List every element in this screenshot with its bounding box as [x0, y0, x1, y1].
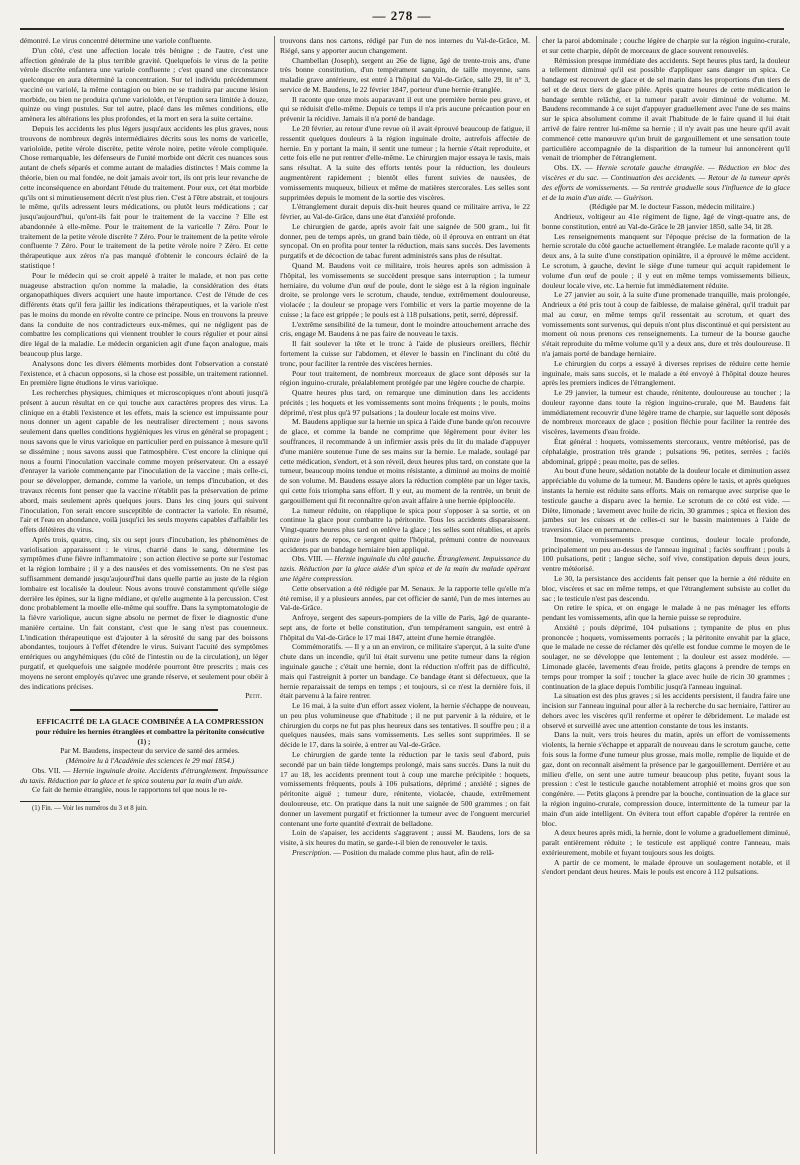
observation-label: Obs. VII. —: [32, 765, 73, 775]
article-subtitle: pour réduire les hernies étranglées et combattre la péritonite consécutive (1) ;: [35, 727, 265, 746]
footnote-rule: [20, 801, 100, 802]
paragraph: Depuis les accidents les plus légers jusqu'aux accidents les plus graves, nous trouvons de nombreux degrés intermédiaires décrits sous les noms de varicelle, varioloïde, petite vérole discrète, petite vérole noire, petite vérole compliquée. Chose remarquable, les défenseurs de l'unité morbide ont décrit ces nuances sous autant de chefs séparés et comme autant de maladies distinctes ! Mais comme la théorie, bien ou mal fondée, ne doit jamais avoir tort, ils ont pris leur revanche de cette inconséquence en abordant l'étude du traitement. Pour eux, cet état morbide qu'ils ont si minutieusement décrit n'est plus rien. C'est à l'être abstrait, et toujours le même, qu'ils adressent leurs médications, ou plutôt leurs médications ; car jusqu'aujourd'hui, qu'ont-ils fait pour le traitement de la vaccine ? Elle est abandonnée à elle-même. Pour le traitement de la varicelle ? Zéro. Pour le traitement de la petite vérole discrète ? Zéro. Pour le traitement de la petite vérole confluente ? Zéro. Pour le traitement de la petite vérole noire ? Zéro. Et cette thérapeutique aux zéros n'a pas manqué d'obtenir le concours éclairé de la statistique !: [20, 124, 268, 270]
article-separator: [70, 709, 218, 711]
prescription-label: Prescription.: [292, 847, 332, 857]
paragraph: Le 30, la persistance des accidents fait penser que la hernie a été réduite en bloc, viscères et sac en même temps, et que l'étranglement subsiste au collet du sac ; le testicule n'est pas descendu.: [542, 573, 790, 603]
observation-title: Hernie scrotale gauche étranglée. — Réduction en bloc des viscères et du sac. — Continuation des accidents. — Retour de la tumeur après des efforts de vomissements. — Sa rentrée graduelle sous l'influence de la glace et de la main d'un aide. — Guérison.: [542, 163, 790, 202]
paragraph: État général : hoquets, vomissements stercoraux, ventre météorisé, pas de céphalalgie, prostration très grande ; pulsations 96, petites, serrées ; faciès abdominal, grippé ; peau moite, pas de selles.: [542, 437, 790, 466]
column-left: [20, 36, 268, 1154]
prescription-paragraph: [280, 848, 530, 858]
paragraph: Le chirurgien de garde tente la réduction par le taxis seul d'abord, puis secondé par un bain tiède longtemps prolongé, mais sans succès. Dans la nuit du 17 au 18, les accidents prennent tout à coup une marche précipitée : hoquets, vomissements fréquents, pouls à 106 pulsations, déprimé ; anxiété ; signes de péritonite aiguë ; tumeur dure, rénitente, violacée, chaude, extrêmement douloureuse, etc. On pratique dans la nuit une saignée de 500 grammes ; on fait donner un lavement purgatif et frictionner la tumeur avec de l'onguent mercuriel contenant une forte quantité d'extrait de belladone.: [280, 750, 530, 828]
paragraph: Loin de s'apaiser, les accidents s'aggravent ; aussi M. Baudens, lors de sa visite, à six heures du matin, se garde-t-il bien de renouveler le taxis.: [280, 828, 530, 848]
paragraph: Insomnie, vomissements presque continus, douleur locale profonde, principalement un peu au-dessus de l'anneau inguinal ; faciès souffrant ; pouls à 100 pulsations, petit ; langue sèche, soif vive, constipation depuis deux jours, ventre météorisé.: [542, 534, 790, 574]
paragraph: A partir de ce moment, le malade éprouve un soulagement notable, et il s'endort pendant deux heures. Mais le pouls est encore à 112 pulsations.: [542, 857, 790, 877]
paragraph: M. Baudens applique sur la hernie un spica à l'aide d'une bande qu'on recouvre de glace, et comme la bande ne comprime que légèrement pour éviter les souffrances, il recommande à un infirmier assis près du lit du malade d'appuyer d'une manière soutenue l'une de ses mains sur la hernie. Le malade, soulagé par cette médication, s'endort, et à son réveil, deux heures plus tard, on constate que la tumeur, beaucoup moins tendue et moins résistante, a diminué au moins de moitié de son volume. M. Baudens essaye alors la réduction complète par un léger taxis, qui cette fois triompha sans effort. Il y eut, au moment de la rentrée, un bruit de gargouillement qui fit reconnaître qu'on avait affaire à une hernie épiploocèle.: [280, 417, 530, 505]
paragraph: La tumeur réduite, on réapplique le spica pour s'opposer à sa sortie, et on continue la glace pour combattre la péritonite. Tous les accidents disparaissent. Vingt-quatre heures plus tard on enlève la glace ; les selles sont rétablies, et après quinze jours de repos, ce sergent quitte l'hôpital, prémuni contre de nouveaux accidents par un bandage herniaire bien appliqué.: [280, 505, 530, 554]
paragraph: Après trois, quatre, cinq, six ou sept jours d'incubation, les phénomènes de variolisation apparaissent : le virus, charrié dans le sang, détermine les symptômes d'une fièvre inflammatoire ; son action élective se porte sur l'estomac et la région lombaire ; il y a des nausées et des vomissements. On ne s'est pas suffisamment demandé jusqu'aujourd'hui dans quelle partie au juste de la région lombaire est localisée la douleur. Nous avons trouvé constamment qu'elle siège derrière les épines, sur la ligne médiane, et qu'elle augmente à la percussion. C'est donc probablement la moelle elle-même qui souffre. Dans la symptomatologie de la fièvre variolique, aucun signe absolu ne permet de fixer le diagnostic d'une manière certaine. Un fait constant, c'est que le sang n'est pas couenneux. L'indication thérapeutique est d'ajouter à la sérosité du sang par des boissons abondantes, toujours à l'effet d'étendre le virus. Suivant l'acuité des symptômes entériques ou angyhémiques (du côté de l'intestin ou de la circulation), un léger purgatif, et quelquefois une saignée modérée pourront être prescrits ; mais ces moyens ne seront employés qu'avec une grande réserve, et seulement pour obéir à des indications précises.: [20, 534, 268, 691]
article-author: Par M. Baudens, inspecteur du service de santé des armées.: [60, 746, 240, 756]
prescription-text: — Position du malade comme plus haut, afin de relâ-: [331, 847, 495, 857]
paragraph: trouvons dans nos cartons, rédigé par l'un de nos internes du Val-de-Grâce, M. Riégé, sans y apporter aucun changement.: [280, 36, 530, 55]
page-number: — 278 —: [372, 8, 432, 23]
paragraph: Le 29 janvier, la tumeur est chaude, rénitente, douloureuse au toucher ; la douleur rayonne dans toute la région inguino-crurale, que M. Baudens fait immédiatement recouvrir d'une légère trame de charpie, sur laquelle sont déposés de nombreux morceaux de glace ; position fléchie pour faciliter la rentrée des viscères, lavements d'eau froide.: [542, 388, 790, 437]
observation-note: (Rédigée par M. le docteur Fasson, médecin militaire.): [589, 202, 755, 212]
paragraph: Anfroye, sergent des sapeurs-pompiers de la ville de Paris, âgé de quarante-sept ans, de forte et belle constitution, d'un tempérament sanguin, est entré à l'hôpital du Val-de-Grâce le 17 mai 1847, atteint d'une hernie étranglée.: [280, 613, 530, 642]
paragraph: A deux heures après midi, la hernie, dont le volume a graduellement diminué, paraît entièrement réduite ; le testicule est appliqué contre l'anneau, mais extérieurement, mobile et fuyant toujours sous les doigts.: [542, 828, 790, 857]
paragraph: Il raconte que onze mois auparavant il eut une première hernie peu grave, et qui se réduisit d'elle-même. Depuis ce temps il n'a pris aucune précaution pour en prévenir la récidive. Jamais il n'a porté de bandage.: [280, 94, 530, 124]
observation-heading: [20, 766, 268, 786]
paragraph: Analysons donc les divers éléments morbides dont l'observation a constaté l'existence, et à chacun opposons, si la chose est possible, un traitement rationnel. En première ligne étudions le virus varioïque.: [20, 358, 268, 388]
observation-label: Obs. VIII. —: [292, 554, 335, 564]
author-signature: Petit.: [245, 691, 262, 701]
paragraph: Le 16 mai, à la suite d'un effort assez violent, la hernie s'échappe de nouveau, un peu plus volumineuse que d'habitude ; il ne put parvenir à la réduire, et le chirurgien du corps ne fut pas plus heureux dans ses tentatives. Il souffre peu ; il a quelques nausées, mais sans vomissements. Les selles sont supprimées. Il se décide le 17, dans la soirée, à entrer au Val-de-Grâce.: [280, 701, 530, 750]
page-header: [20, 6, 784, 30]
column-right: [542, 36, 790, 1154]
column-middle: [280, 36, 530, 1154]
paragraph: cher la paroi abdominale ; couche légère de charpie sur la région inguino-crurale, et sur cette charpie, dépôt de morceaux de glace souvent renouvelés.: [542, 36, 790, 55]
paragraph: Le 27 janvier au soir, à la suite d'une promenade tranquille, mais prolongée, Andrieux a été pris tout à coup de faiblesse, de malaise général, qu'il traduit par mal au cœur, en même temps qu'il ressentait au scrotum, et quart des vomissements sont survenus, qui depuis n'ont plus discontinué et qui persistent au moment où nous prenons ces renseignements. La tumeur de la bourse gauche s'était reproduite du même volume qu'il y a deux ans, dure et très douloureuse. Il n'a jamais porté de bandage herniaire.: [542, 290, 790, 358]
article-title: EFFICACITÉ DE LA GLACE COMBINÉE A LA COMPRESSION: [36, 717, 264, 727]
observation-title: Hernie inguinale du côté gauche. Étranglement. Impuissance du taxis. Réduction par la glace aidée d'un spica et de la main du malade opérant une légère compression.: [280, 554, 530, 583]
paragraph: Cette observation a été rédigée par M. Senaux. Je la rapporte telle qu'elle m'a été remise, il y a plusieurs années, par cet officier de santé, l'un de mes internes au Val-de-Grâce.: [280, 583, 530, 613]
paragraph: Ce fait de hernie étranglée, nous le rapportons tel que nous le re-: [32, 785, 228, 795]
paragraph: démontré. Le virus concentré détermine une variole confluente.: [20, 36, 212, 45]
paragraph: Andrieux, voltigeur au 41e régiment de ligne, âgé de vingt-quatre ans, de bonne constitution, entré au Val-de-Grâce le 28 janvier 1850, salle 34, lit 28.: [542, 212, 790, 231]
paragraph: D'un côté, c'est une affection locale très bénigne ; de l'autre, c'est une affection générale de la plus terrible gravité. Quelquefois le virus de la petite vérole discrète enfantera une variole confluente ; c'est quand une circonstance quelconque en aura déterminé la concentration. Sur tel individu précédemment vacciné ou variolé, la même contagion ou bien ne se traduira par aucune lésion morbide, ou bien ne produira qu'une varioloïde, et l'éruption sera limitée à douze, quinze ou vingt pustules. Sur tel autre, placé dans les mêmes conditions, elle amènera les altérations les plus profondes, et la mort en sera la suite certaine.: [20, 45, 268, 124]
paragraph: L'extrême sensibilité de la tumeur, dont le moindre attouchement arrache des cris, engage M. Baudens à ne pas faire de nouveau le taxis.: [280, 319, 530, 339]
paragraph: Rémission presque immédiate des accidents. Sept heures plus tard, la douleur a tellement diminué qu'il est possible d'appliquer sans danger un spica. Ce bandage est recouvert de glace et de sel marin dans les proportions d'un tiers de sel et de deux tiers de glace pilée. Après quatre heures de cette médication le bandage semble relâché, et la tumeur paraît avoir diminué de volume. M. Baudens recommande à ce sujet d'appuyer graduellement avec l'une de ses mains sur le spica absolument comme il avait l'habitude de le faire quand il lui était arrivé de faire rentrer lui-même sa hernie ; il n'y avait pas une heure qu'il avait commencé cette manœuvre qu'un bruit de gargouillement et une sensation toute particulière accompagnée de la disparition de la tumeur lui annoncèrent qu'il venait de triompher de l'étranglement.: [542, 55, 790, 163]
paragraph: Anxiété ; pouls déprimé, 104 pulsations ; tympanite de plus en plus prononcée ; hoquets, vomissements porracés ; la péritonite envahit par la glace, que le malade ne cesse de réclamer dès qu'elle est fondue comme le moyen de le soulager, ne se développe que lentement ; la douleur est assez modérée. — Limonade glacée, lavements d'eau froide, petits glaçons à prendre de temps en temps pour tromper la soif ; toucher la glace avec huile de ricin 30 grammes ; continuation de la glace depuis l'ombilic jusqu'à l'anneau inguinal.: [542, 622, 790, 691]
observation-heading: [542, 163, 790, 202]
observation-heading: [280, 554, 530, 583]
paragraph: Pour tout traitement, de nombreux morceaux de glace sont déposés sur la région inguino-crurale, préalablement protégée par une légère couche de charpie.: [280, 368, 530, 388]
paragraph: Pour le médecin qui se croit appelé à traiter le malade, et non pas cette nuageuse abstraction qu'on nomme la maladie, la considération des états organopathiques divers acquiert une haute importance. C'est de l'étude de ces différents états qu'il fera jaillir les indications thérapeutiques, et la variole n'est pas le moins du monde en révolte contre ce principe. Nous en trouvons la preuve dans la conduite de nos contradicteurs eux-mêmes, qui ne négligent pas de combattre les complications qui viennent troubler le cours régulier et pour ainsi dire légal de la maladie. Le médecin organicien agit d'une façon analogue, mais beaucoup plus large.: [20, 270, 268, 358]
paragraph: La situation est des plus graves ; si les accidents persistent, il faudra faire une incision sur l'anneau inguinal pour aller à la recherche du sac herniaire, l'attirer au dehors avec les viscères qu'il renferme et opérer le débridement. Le malade est observé et surveillé avec une attention constante de tous les instants.: [542, 691, 790, 730]
observation-label: Obs. IX. —: [554, 163, 597, 173]
paragraph: Quand M. Baudens voit ce militaire, trois heures après son admission à l'hôpital, les vomissements se succèdent presque sans interruption ; la tumeur herniaire, du volume d'un œuf de poule, dont le siège est à la région inguinale droite, se prolonge vers le scrotum, chaude, tendue, extrêmement douloureuse, violacée ; la douleur se propage vers l'ombilic et vers la partie moyenne de la cuisse ; la face est grippée ; le pouls est à 118 pulsations, petit, serré, dépressif.: [280, 260, 530, 319]
paragraph: Les renseignements manquent sur l'époque précise de la formation de la hernie scrotale du côté gauche actuellement étranglée. Le malade raconte qu'il y a deux ans, à la suite d'une constipation opiniâtre, il a éprouvé le même accident. Le scrotum, à gauche, devint le siège d'une tumeur qui acquit rapidement le volume d'un œuf de poule ; il y eut en même temps vomissements bilieux, douleur locale vive, etc. La hernie fut immédiatement réduite.: [542, 231, 790, 290]
paragraph: Chambellan (Joseph), sergent au 26e de ligne, âgé de trente-trois ans, d'une très bonne constitution, d'un tempérament sanguin, de taille moyenne, sans maladie grave antérieure, est entré à l'hôpital du Val-de-Grâce, salle 29, lit n° 3, service de M. Baudens, le 22 février 1847, porteur d'une hernie étranglée.: [280, 55, 530, 94]
column-rule-left: [274, 36, 275, 1154]
paragraph: Le 20 février, au retour d'une revue où il avait éprouvé beaucoup de fatigue, il ressentit quelques douleurs à la région inguinale droite, autrefois affectée de hernie. En y portant la main, il sentit une tumeur ; la hernie s'était reproduite, et cette fois elle ne put rentrer d'elle-même. Le chirurgien major essaya le taxis, mais sans résultat. A la suite des efforts tentés pour la réduction, les douleurs augmentèrent rapidement ; bientôt elles furent suivies de nausées, de vomissements muqueux, bilieux et même de matières stercorales. Les selles sont supprimées depuis le moment de la sortie des viscères.: [280, 124, 530, 202]
observation-title: Hernie inguinale droite. Accidents d'étranglement. Impuissance du taxis. Réduction par la glace et le spica soutenu par la main d'un aide.: [20, 765, 268, 785]
paragraph: On retire le spica, et on engage le malade à ne pas ménager les efforts pendant les vomissements, afin que la hernie puisse se reproduire.: [542, 603, 790, 623]
paragraph: Commémoratifs. — Il y a un an environ, ce militaire s'aperçut, à la suite d'une chute dans un incendie, qu'il lui était survenu une petite tumeur dans la région inguinale gauche ; c'était une hernie, dont la réduction n'offrit pas de difficulté, mais qui l'astreignit à porter un bandage. Ce bandage étant si défectueux, que la hernie reparaissait de temps en temps ; et toujours, si ce n'est la dernière fois, il était parvenu à la faire rentrer.: [280, 642, 530, 701]
paragraph: L'étranglement durait depuis dix-huit heures quand ce militaire arriva, le 22 février, au Val-de-Grâce, dans une état d'anxiété profonde.: [280, 202, 530, 222]
footnote: (1) Fin. — Voir les numéros du 3 et 8 juin.: [32, 805, 148, 813]
paragraph: Le chirurgien de garde, après avoir fait une saignée de 500 gram., lui fit donner, peu de temps après, un grand bain tiède, où il éprouva en entrant un état syncopal. On en profita pour tenter la réduction, mais sans succès. Des lavements purgatifs et de décoction de tabac furent administrés sans plus de résultat.: [280, 221, 530, 261]
paragraph: Le chirurgien du corps a essayé à diverses reprises de réduire cette hernie inguinale, mais sans succès, et le malade a été envoyé à l'hôpital douze heures après les premiers indices de l'étranglement.: [542, 358, 790, 388]
paragraph: Quatre heures plus tard, on remarque une diminution dans les accidents précités ; les hoquets et les vomissements sont moins fréquents ; le pouls, moins déprimé, n'est plus qu'à 97 pulsations ; la douleur locale est moins vive.: [280, 388, 530, 417]
paragraph: Dans la nuit, vers trois heures du matin, après un effort de vomissements violents, la hernie s'échappe et apparaît de nouveau dans le scrotum gauche, cette fois sous la forme d'une tumeur plus grosse, mais molle, remplie de liquide et de gaz, dont on reconnaît aisément la présence par le gargouillement. Derrière et au milieu d'elle, on sent une autre tumeur beaucoup plus petite, fuyant sous la pression : c'est le testicule gauche notablement atrophié et moins gros que son congénère. — Petits glaçons à prendre par la bouche, continuation de la glace sur la région inguino-crurale, compression douce, intermittente de la tumeur par la main d'un aide intelligent. On évitera tout effort capable d'opérer la rentrée en bloc.: [542, 730, 790, 828]
paragraph: Il fait soulever la tête et le tronc à l'aide de plusieurs oreillers, fléchir fortement la cuisse sur l'abdomen, et élever le bassin en l'inclinant du côté du tronc, pour faciliter la rentrée des viscères hernies.: [280, 339, 530, 368]
column-rule-right: [536, 36, 537, 1154]
paragraph: Au bout d'une heure, sédation notable de la douleur locale et diminution assez appréciable du volume de la tumeur. M. Baudens opère le taxis, et après quelques instants la hernie est réduite sans efforts. Mais on remarque avec surprise que le testicule gauche a disparu avec la hernie. Le scrotum de ce côté est vide. — Diète, limonade ; lavement avec huile de ricin, 30 grammes ; spica et flexion des jambes sur les cuisses et de celles-ci sur le bassin maintenues à l'aide de traversins. Glace en permanence.: [542, 466, 790, 535]
paragraph: Les recherches physiques, chimiques et microscopiques n'ont abouti jusqu'à présent à aucun résultat en ce qui touche aux caractères propres des virus. La clinique en a établi l'existence et les effets, mais la science est impuissante pour nous donner un agent capable de les neutraliser directement ; nous savons seulement dans quelles conditions hygiéniques les virus en général se propagent ; nous savons que le virus varioïque en particulier perd en puissance à mesure qu'il se dissémine ; nous savons aussi que l'atmosphère. C'est encore la clinique qui nous a fourni l'inoculation vaccinale comme moyen préservateur. On a essayé d'enrayer la variole commençante par l'inoculation de la vaccine ; mais celle-ci, pour se développer, demande, comme la variole, un temps d'incubation, et des travaux récents font penser que la vaccine n'établit pas la préservation de prime abord, mais seulement après quelques jours. Dans les cinq jours qui suivent l'inoculation, l'on serait encore susceptible de contracter la variole. En résumé, l'air et l'eau en abondance, voilà jusqu'ici les seuls moyens capables d'affaiblir les effets délétères du virus.: [20, 388, 268, 535]
article-note: (Mémoire lu à l'Académie des sciences le 29 mai 1854.): [65, 756, 235, 766]
